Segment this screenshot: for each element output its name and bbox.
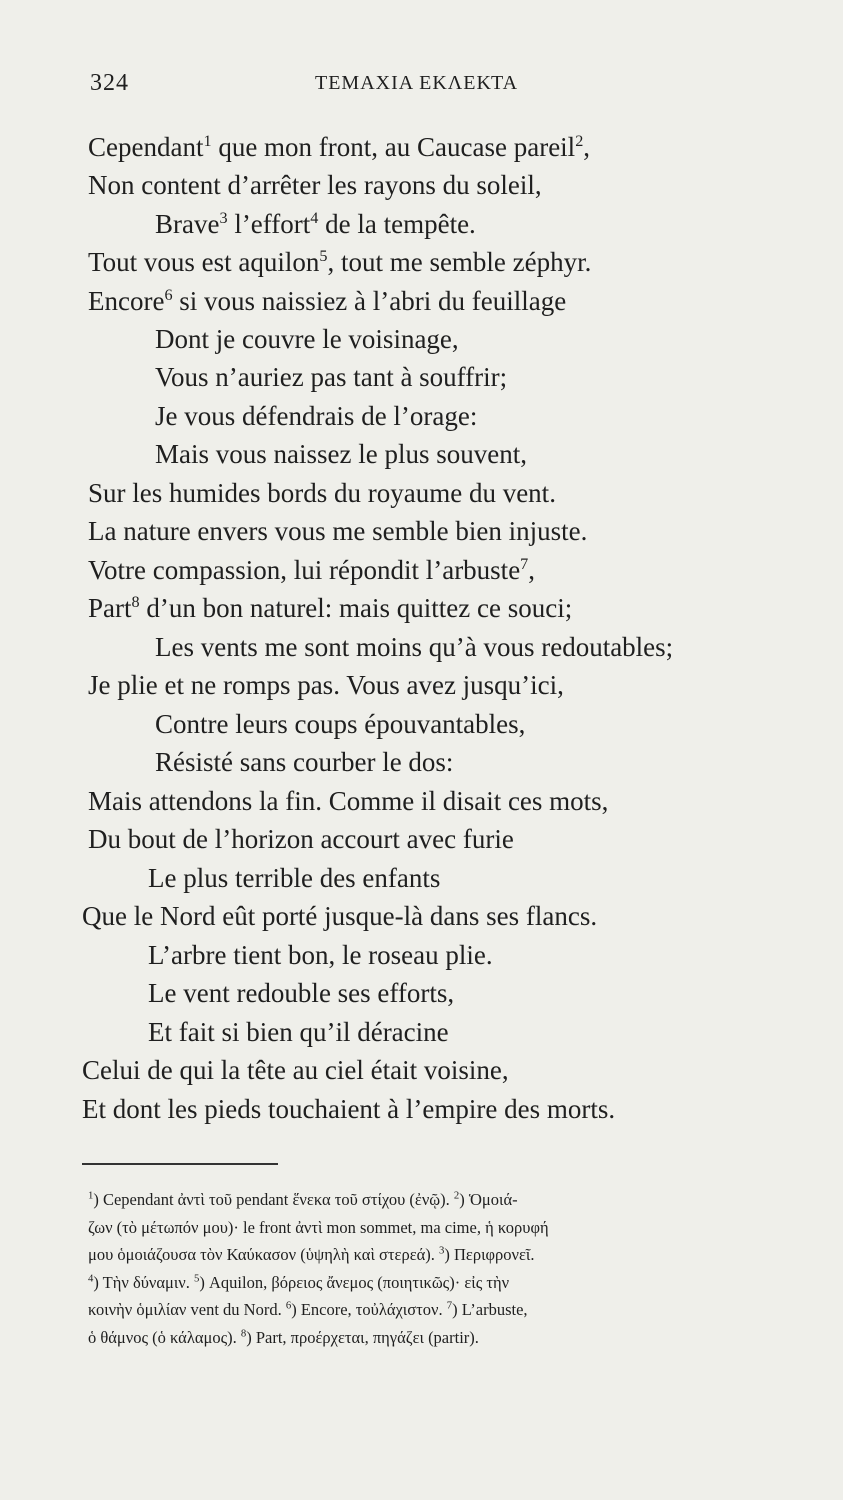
- verse-line: [88, 474, 556, 512]
- verse-line: [88, 243, 591, 281]
- text-segment: Celui de qui la tête au ciel était voisine,: [82, 1055, 509, 1085]
- verse-line: [155, 705, 525, 743]
- text-segment: Contre leurs coups épouvantables,: [155, 709, 526, 739]
- footnote-rule: [82, 1163, 278, 1165]
- verse-line: [155, 320, 459, 358]
- verse-line: [88, 512, 587, 550]
- verse-line: [88, 666, 564, 704]
- text-segment: Encore: [88, 286, 165, 316]
- text-segment: ,: [528, 555, 536, 585]
- footnote-marker: 3: [439, 1244, 445, 1257]
- verse-line: [155, 205, 476, 243]
- verse-line: [148, 1013, 449, 1051]
- text-segment: si vous naissiez à l’abri du feuillage: [172, 286, 567, 316]
- verse-line: [148, 974, 454, 1012]
- text-segment: Du bout de l’horizon accourt avec furie: [88, 824, 514, 854]
- text-segment: de la tempête.: [318, 209, 476, 239]
- verse-line: [155, 743, 453, 781]
- footnote-marker: 5: [194, 1272, 200, 1284]
- text-segment: Je plie et ne romps pas. Vous avez jusqu’ici,: [88, 670, 564, 700]
- text-segment: Tout vous est aquilon: [88, 247, 320, 277]
- text-segment: ) Aquilon, βόρειος ἄνεμος (ποιητικῶς)· εἰς τὴν: [199, 1272, 510, 1292]
- verse-line: [148, 936, 493, 974]
- verse-line: [88, 282, 566, 320]
- text-segment: d’un bon naturel: mais quittez ce souci;: [139, 593, 573, 623]
- footnote-line: [88, 1186, 798, 1214]
- text-segment: que mon front, au Caucase pareil: [211, 132, 576, 162]
- verse-line: [88, 166, 542, 204]
- verse-line: [82, 1051, 509, 1089]
- page-header: [90, 70, 810, 106]
- footnote-marker: 2: [575, 132, 584, 150]
- text-segment: ) Cependant ἀντὶ τοῦ pendant ἕνεκα τοῦ στίχου (ἐνῷ).: [93, 1190, 454, 1209]
- text-segment: μου ὁμοιάζουσα τὸν Καύκασον (ὑψηλὴ καὶ στερεά).: [88, 1245, 440, 1264]
- verse-line: [155, 628, 673, 666]
- footnote-line: [88, 1324, 798, 1352]
- verse-line: [82, 1090, 615, 1128]
- text-segment: ) Τὴν δύναμιν.: [93, 1272, 195, 1292]
- footnote-marker: 6: [164, 286, 173, 304]
- text-segment: Résisté sans courber le dos:: [155, 747, 454, 777]
- text-segment: Le vent redouble ses efforts,: [148, 978, 455, 1008]
- text-segment: Mais attendons la fin. Comme il disait ces mots,: [88, 786, 609, 816]
- verse-line: [88, 589, 572, 627]
- footnote-marker: 4: [88, 1272, 94, 1284]
- text-segment: ,: [583, 132, 591, 162]
- text-segment: ὁ θάμνος (ὁ κάλαμος).: [88, 1327, 241, 1347]
- footnote-marker: 1: [88, 1189, 94, 1202]
- text-segment: Brave: [155, 209, 220, 239]
- text-segment: Part: [88, 593, 132, 623]
- verse-line: [88, 820, 514, 858]
- footnote-marker: 4: [310, 209, 319, 227]
- text-segment: Non content d’arrêter les rayons du soleil,: [88, 170, 542, 200]
- text-segment: La nature envers vous me semble bien injuste.: [88, 516, 588, 546]
- footnote-marker: 8: [131, 593, 140, 611]
- footnote-marker: 7: [446, 1299, 453, 1312]
- text-segment: Les vents me sont moins qu’à vous redoutables;: [155, 632, 674, 662]
- running-title: ΤΕΜΑΧΙΑ ΕΚΛΕΚΤΑ: [315, 72, 519, 94]
- verse-line: [155, 358, 507, 396]
- text-segment: κοινὴν ὁμιλίαν vent du Nord.: [88, 1300, 286, 1319]
- page-number: 324: [90, 70, 129, 96]
- text-segment: Sur les humides bords du royaume du vent.: [88, 478, 556, 508]
- text-segment: Et dont les pieds touchaient à l’empire des morts.: [82, 1094, 616, 1124]
- footnote-line: [88, 1214, 798, 1242]
- text-segment: Le plus terrible des enfants: [148, 863, 441, 893]
- text-segment: L’arbre tient bon, le roseau plie.: [148, 940, 493, 970]
- footnote-marker: 1: [203, 132, 212, 150]
- footnote-line: [88, 1296, 798, 1324]
- text-segment: Que le Nord eût porté jusque-là dans ses flancs.: [82, 901, 598, 931]
- text-segment: ) Ὁμοιά-: [459, 1190, 518, 1209]
- text-segment: ζων (τὸ μέτωπόν μου)· le front ἀντὶ mon sommet, ma cime, ἡ κορυφή: [88, 1217, 549, 1237]
- verse-line: [82, 897, 597, 935]
- footnote-marker: 6: [285, 1299, 292, 1312]
- verse-line: [155, 397, 477, 435]
- footnote-marker: 2: [453, 1189, 460, 1202]
- verse-line: [88, 782, 608, 820]
- text-segment: ) Part, προέρχεται, πηγάζει (partir).: [246, 1327, 479, 1347]
- text-segment: Votre compassion, lui répondit l’arbuste: [88, 555, 521, 585]
- footnote-line: [88, 1241, 798, 1269]
- footnote-marker: 3: [219, 209, 228, 227]
- footnote-marker: 5: [319, 247, 328, 265]
- text-segment: , tout me semble zéphyr.: [327, 247, 592, 277]
- verse-line: [155, 435, 527, 473]
- text-segment: Je vous défendrais de l’orage:: [155, 401, 478, 431]
- text-segment: ) Encore, τοὐλάχιστον.: [291, 1300, 447, 1319]
- verse-line: [148, 859, 440, 897]
- text-segment: Mais vous naissez le plus souvent,: [155, 439, 527, 469]
- text-segment: Cependant: [88, 132, 204, 162]
- footnote-line: [88, 1269, 798, 1297]
- verse-line: [88, 128, 590, 166]
- text-segment: ) L’arbuste,: [452, 1300, 528, 1319]
- text-segment: ) Περιφρονεῖ.: [444, 1245, 535, 1264]
- verse-line: [88, 551, 535, 589]
- text-segment: l’effort: [227, 209, 311, 239]
- footnote-marker: 7: [520, 555, 529, 573]
- footnote-marker: 8: [240, 1327, 247, 1339]
- text-segment: Dont je couvre le voisinage,: [155, 324, 459, 354]
- text-segment: Vous n’auriez pas tant à souffrir;: [155, 362, 508, 392]
- footnotes: [88, 1186, 798, 1351]
- text-segment: Et fait si bien qu’il déracine: [148, 1017, 449, 1047]
